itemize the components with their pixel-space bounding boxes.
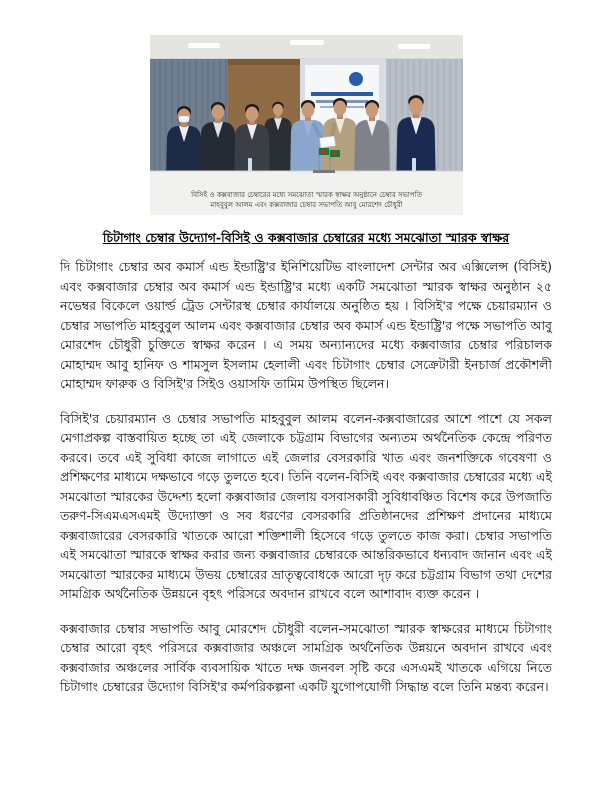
ceiling xyxy=(150,35,463,59)
mou-document xyxy=(319,136,335,148)
person-face xyxy=(334,101,347,116)
person-face xyxy=(273,104,283,116)
banner-logo xyxy=(349,72,363,86)
person-face xyxy=(246,107,259,122)
water-bottle xyxy=(248,158,252,172)
ceiling-light xyxy=(398,44,430,49)
wood-panel-trim xyxy=(228,59,300,65)
desk-flag-emblem xyxy=(322,150,326,154)
ceiling-light xyxy=(290,40,324,45)
banner-stripe xyxy=(311,92,373,96)
article-paragraph: বিসিই'র চেয়ারম্যান ও চেম্বার সভাপতি মাহবুবুল আলম বলেন-কক্সবাজারের আশে পাশে যে সকল মেগাপ্রকল্প বাস্তবায়িত হচ্ছে তা এই জেলাকে চট্টগ্রাম বিভাগের অন্যতম অর্থনৈতিক কেন্দ্রে পরিণত করবে। তবে এই সুবিধা কাজে লাগাতে এই জেলার বেসরকারি খাত এবং জনশক্তিকে গবেষণা ও প্রশিক্ষণের মাধ্যমে দক্ষভাবে গড়ে তুলতে হবে। তিনি বলেন-বিসিই এবং কক্সবাজার চেম্বারের মধ্যে এই সমঝোতা স্মারকের উদ্দেশ্য হলো কক্সবাজার জেলায় বসবাসকারী সুবিধাবঞ্চিত বিশেষ করে উপজাতি তরুণ-সিএমএসএমই উদ্যোক্তা ও সব ধরণের বেসরকারি প্রতিষ্ঠানদের প্রশিক্ষণ প্রদানের মাধ্যমে কক্সবাজারের বেসরকারি খাতকে আরো শক্তিশালী হিসেবে গড়ে তুলতে কাজ করা। চেম্বার সভাপতি এই সমঝোতা স্মারকে স্বাক্ষর করার জন্য কক্সবাজার চেম্বারকে আন্তরিকভাবে ধন্যবাদ জানান এবং এই সমঝোতা স্মারকের মাধ্যমে উভয় চেম্বারের ভ্রাতৃত্ববোধকে আরো দৃঢ় করে চট্টগ্রাম বিভাগ তথা দেশের সামগ্রিক অর্থনৈতিক উন্নয়নে বৃহৎ পরিসরে অবদান রাখবে বলে আশাবাদ ব্যক্ত করেন । xyxy=(60,410,552,601)
desk-flag-base xyxy=(313,170,335,173)
article-paragraph: কক্সবাজার চেম্বার সভাপতি আবু মোরশেদ চৌধুরী বলেন-সমঝোতা স্মারক স্বাক্ষরের মাধ্যমে চিটাগাং চেম্বার আরো বৃহৎ পরিসরে কক্সবাজার অঞ্চলে সামগ্রিক অর্থনৈতিক উন্নয়নে অবদান রাখবে এবং কক্সবাজার অঞ্চলের সার্বিক ব্যবসায়িক খাতে দক্ষ জনবল সৃষ্টি করে এসএমই খাতকে এগিয়ে নিতে চিটাগাং চেম্বারের উদ্যোগ বিসিই'র কর্মপরিকল্পনা একটি যুগোপযোগী সিদ্ধান্ত বলে তিনি মন্তব্য করেন। xyxy=(60,620,552,694)
ceiling-light xyxy=(188,43,220,48)
photo-caption-line: বিসিই ও কক্সবাজার চেম্বারের মধ্যে সমঝোতা স্মারক স্বাক্ষর অনুষ্ঠানে চেম্বার সভাপতি xyxy=(191,191,422,199)
document-title: চিটাগাং চেম্বার উদ্যোগ-বিসিই ও কক্সবাজার চেম্বারের মধ্যে সমঝোতা স্মারক স্বাক্ষর xyxy=(102,230,510,245)
person-face xyxy=(212,105,225,120)
table-top xyxy=(150,171,463,185)
article-body xyxy=(60,257,552,712)
photo-caption-line: মাহবুবুল আলম এবং কক্সবাজার চেম্বার সভাপতি আবু মোরশেদ চৌধুরী xyxy=(210,201,403,209)
article-paragraph: দি চিটাগাং চেম্বার অব কমার্স এন্ড ইন্ডাষ্ট্রি'র ইনিশিয়েটিভ বাংলাদেশ সেন্টার অব এক্সিলেন্স (বিসিই) এবং কক্সবাজার চেম্বার অব কমার্স এন্ড ইন্ডাষ্ট্রি'র মধ্যে একটি সমঝোতা স্মারক স্বাক্ষর অনুষ্ঠান ২৫ নভেম্বর বিকেলে ওয়ার্ল্ড ট্রেড সেন্টারস্থ চেম্বার কার্যালয়ে অনুষ্ঠিত হয় । বিসিই'র পক্ষে চেয়ারম্যান ও চেম্বার সভাপতি মাহবুবুল আলম এবং কক্সবাজার চেম্বার অব কমার্স এন্ড ইন্ডাষ্ট্রি'র পক্ষে সভাপতি আবু মোরশেদ চৌধুরী চুক্তিতে স্বাক্ষর করেন । এ সময় অন্যান্যদের মধ্যে কক্সবাজার চেম্বার পরিচালক মোহাম্মদ আবু হানিফ ও শামসুল ইসলাম হেলালী এবং চিটাগাং চেম্বার সেক্রেটারী ইনচার্জ প্রকৌশলী মোহাম্মদ ফারুক ও বিসিই'র সিইও ওয়াসফি তামিম উপস্থিত ছিলেন। xyxy=(60,259,552,391)
desk-flag-emblem xyxy=(333,152,337,156)
person-face xyxy=(366,103,379,118)
event-photo xyxy=(150,35,463,215)
person-face xyxy=(409,98,423,115)
photo-caption xyxy=(150,185,463,215)
person-face xyxy=(302,103,315,118)
water-bottle xyxy=(412,158,416,172)
face-mask xyxy=(179,116,189,122)
event-photo-scene xyxy=(150,35,463,185)
